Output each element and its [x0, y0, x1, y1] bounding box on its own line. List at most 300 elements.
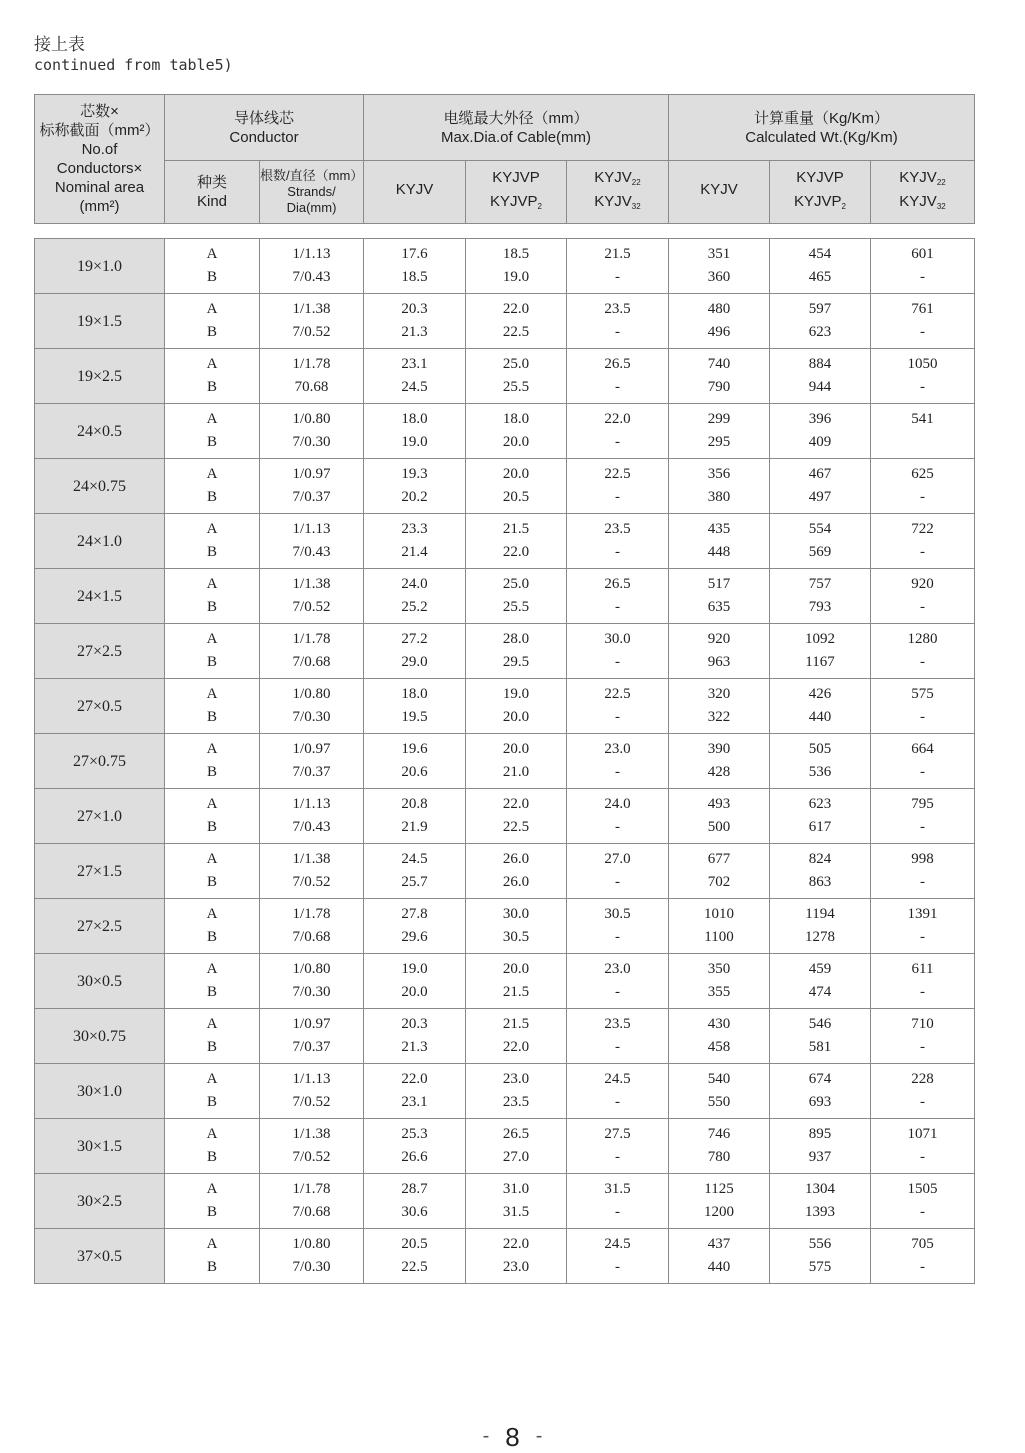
- strands-dia-cell: [260, 239, 364, 294]
- dia-kyjv22-value: -: [615, 984, 620, 1000]
- strands-dia-value: 1/0.80: [292, 411, 331, 427]
- dia-kyjvp-value: 19.0: [502, 269, 530, 285]
- kind-cell: [165, 239, 260, 294]
- header-dia-kyjv22: $KYJV_{22}$ $KYJV_{32}$: [567, 161, 669, 224]
- kind-value: B: [206, 709, 217, 725]
- wt-kyjv22-cell: [871, 844, 975, 899]
- strands-dia-cell: [260, 459, 364, 514]
- wt-kyjv-value: 355: [707, 984, 731, 1000]
- wt-kyjv22-value: 601: [911, 246, 934, 262]
- dia-kyjv-cell: [364, 679, 466, 734]
- dia-kyjv22-value: 26.5: [604, 356, 631, 372]
- wt-kyjv22-cell: [871, 459, 975, 514]
- dia-kyjv-value: 21.9: [401, 819, 428, 835]
- kind-cell: [165, 1064, 260, 1119]
- table-row: [35, 459, 975, 514]
- strands-dia-value: 7/0.68: [292, 929, 331, 945]
- dia-kyjv22-value: 23.5: [604, 521, 631, 537]
- dia-kyjv22-cell: [567, 1229, 669, 1284]
- wt-kyjv22-value: 920: [911, 576, 934, 592]
- wt-kyjv-cell: [669, 349, 770, 404]
- wt-kyjv-cell: [669, 459, 770, 514]
- strands-dia-value: 7/0.43: [292, 269, 331, 285]
- wt-kyjv22-cell: [871, 514, 975, 569]
- strands-dia-cell: [260, 569, 364, 624]
- wt-kyjv-value: 1100: [704, 929, 734, 945]
- wt-kyjv22-value: -: [920, 489, 925, 505]
- strands-dia-value: 1/1.78: [292, 356, 331, 372]
- strands-dia-cell: [260, 1229, 364, 1284]
- wt-kyjvp-value: 546: [808, 1016, 832, 1032]
- dia-kyjvp-value: 25.0: [502, 576, 530, 592]
- dia-kyjvp-value: 23.0: [502, 1259, 530, 1275]
- wt-kyjv-value: 635: [707, 599, 731, 615]
- heading-chinese: 接上表: [34, 35, 85, 55]
- dia-kyjv-value: 18.0: [401, 411, 428, 427]
- kind-value: B: [206, 434, 217, 450]
- dia-kyjv22-cell: [567, 459, 669, 514]
- dia-kyjv-value: 23.3: [401, 521, 428, 537]
- dia-kyjv22-cell: [567, 1119, 669, 1174]
- wt-kyjv-value: 448: [707, 544, 731, 560]
- dia-kyjv22-value: 23.5: [604, 1016, 631, 1032]
- kind-cell: [165, 679, 260, 734]
- wt-kyjv22-value: 1391: [907, 906, 938, 922]
- wt-kyjv22-value: [871, 431, 974, 454]
- strands-dia-cell: [260, 514, 364, 569]
- wt-kyjv22-value: -: [920, 1149, 925, 1165]
- wt-kyjv-cell: [669, 1064, 770, 1119]
- dia-kyjv-value: 19.3: [401, 466, 428, 482]
- strands-dia-cell: [260, 954, 364, 1009]
- wt-kyjv22-value: -: [920, 1094, 925, 1110]
- table-row: [35, 569, 975, 624]
- conductor-spec-label: 30×1.0: [35, 1064, 165, 1119]
- wt-kyjvp-value: 536: [808, 764, 832, 780]
- dia-kyjv22-cell: [567, 349, 669, 404]
- kind-value: A: [206, 1071, 218, 1087]
- kind-value: A: [206, 521, 218, 537]
- strands-dia-cell: [260, 1174, 364, 1229]
- table-row: [35, 789, 975, 844]
- strands-dia-cell: [260, 294, 364, 349]
- wt-kyjvp-value: 944: [808, 379, 832, 395]
- dia-kyjvp-cell: [466, 294, 567, 349]
- wt-kyjv-cell: [669, 1229, 770, 1284]
- dia-kyjvp-cell: [466, 1174, 567, 1229]
- dia-kyjvp-value: 22.0: [502, 301, 530, 317]
- dia-kyjv-value: 21.4: [401, 544, 428, 560]
- wt-kyjvp-cell: [770, 404, 871, 459]
- wt-kyjv22-value: -: [920, 654, 925, 670]
- strands-dia-cell: [260, 1009, 364, 1064]
- wt-kyjvp-value: 1393: [805, 1204, 835, 1220]
- wt-kyjv22-value: 1050: [907, 356, 938, 372]
- wt-kyjv22-cell: [871, 734, 975, 789]
- header-wt-kyjvp: KYJVP $KYJVP_2$: [770, 161, 871, 224]
- dia-kyjvp-value: 26.5: [502, 1126, 530, 1142]
- wt-kyjv22-value: 228: [911, 1071, 934, 1087]
- kind-cell: [165, 624, 260, 679]
- dia-kyjvp-cell: [466, 239, 567, 294]
- dia-kyjvp-value: 30.5: [502, 929, 530, 945]
- kind-cell: [165, 404, 260, 459]
- strands-dia-value: 7/0.52: [292, 874, 331, 890]
- kind-cell: [165, 1119, 260, 1174]
- strands-dia-value: 1/0.97: [292, 1016, 331, 1032]
- wt-kyjv-value: 458: [707, 1039, 731, 1055]
- dia-kyjv-value: 23.1: [401, 356, 428, 372]
- wt-kyjvp-value: 465: [808, 269, 832, 285]
- wt-kyjv-value: 790: [707, 379, 731, 395]
- strands-dia-value: 7/0.30: [292, 984, 331, 1000]
- wt-kyjv-cell: [669, 734, 770, 789]
- strands-dia-cell: [260, 349, 364, 404]
- wt-kyjv22-cell: [871, 1174, 975, 1229]
- kind-cell: [165, 1174, 260, 1229]
- wt-kyjvp-value: 569: [808, 544, 832, 560]
- header-wt-kyjv: KYJV: [669, 161, 770, 224]
- strands-dia-cell: [260, 734, 364, 789]
- kind-value: A: [206, 1181, 218, 1197]
- dia-kyjvp-value: 23.0: [502, 1071, 530, 1087]
- wt-kyjv-value: 702: [707, 874, 731, 890]
- dia-kyjv22-value: 23.5: [604, 301, 631, 317]
- kind-cell: [165, 514, 260, 569]
- wt-kyjvp-value: 617: [808, 819, 832, 835]
- wt-kyjv-value: 351: [707, 246, 731, 262]
- wt-kyjv-value: 500: [707, 819, 731, 835]
- wt-kyjv22-value: 575: [911, 686, 934, 702]
- dia-kyjv-value: 26.6: [401, 1149, 428, 1165]
- table-row: [35, 404, 975, 459]
- header-wt-kyjv22: $KYJV_{22}$ $KYJV_{32}$: [871, 161, 975, 224]
- wt-kyjvp-value: 505: [808, 741, 832, 757]
- wt-kyjv22-value: -: [920, 874, 925, 890]
- wt-kyjv22-cell: [871, 404, 975, 459]
- wt-kyjv22-value: 722: [911, 521, 934, 537]
- wt-kyjv-value: 390: [707, 741, 731, 757]
- wt-kyjv-value: 350: [707, 961, 731, 977]
- wt-kyjvp-value: 937: [808, 1149, 832, 1165]
- header-calculated-weight: 计算重量（Kg/Km） Calculated Wt.(Kg/Km): [669, 95, 975, 161]
- dia-kyjv-value: 21.3: [401, 1039, 428, 1055]
- strands-dia-value: 1/0.97: [292, 466, 331, 482]
- kind-value: B: [206, 379, 217, 395]
- table-row: [35, 844, 975, 899]
- dia-kyjv-value: 18.5: [401, 269, 428, 285]
- strands-dia-value: 1/1.78: [292, 631, 331, 647]
- dia-kyjv22-value: -: [615, 1204, 620, 1220]
- dia-kyjvp-cell: [466, 1119, 567, 1174]
- dia-kyjvp-value: 20.0: [502, 434, 530, 450]
- wt-kyjvp-cell: [770, 1064, 871, 1119]
- wt-kyjv22-value: -: [920, 764, 925, 780]
- strands-dia-value: 1/0.80: [292, 1236, 331, 1252]
- wt-kyjv22-value: -: [920, 1039, 925, 1055]
- strands-dia-cell: [260, 624, 364, 679]
- wt-kyjv22-value: 761: [911, 301, 934, 317]
- wt-kyjv-value: 963: [707, 654, 731, 670]
- kind-value: A: [206, 961, 218, 977]
- wt-kyjv22-value: 795: [911, 796, 934, 812]
- dia-kyjv22-value: -: [615, 599, 620, 615]
- strands-dia-value: 1/0.80: [292, 961, 331, 977]
- conductor-spec-label: 19×2.5: [35, 349, 165, 404]
- wt-kyjvp-cell: [770, 734, 871, 789]
- wt-kyjv22-cell: [871, 899, 975, 954]
- dia-kyjvp-value: 19.0: [502, 686, 530, 702]
- strands-dia-cell: [260, 1064, 364, 1119]
- dia-kyjv-value: 20.2: [401, 489, 428, 505]
- table-row: [35, 239, 975, 294]
- kind-cell: [165, 734, 260, 789]
- table-row: [35, 734, 975, 789]
- wt-kyjvp-cell: [770, 624, 871, 679]
- dia-kyjvp-value: 31.0: [502, 1181, 530, 1197]
- dia-kyjv-cell: [364, 404, 466, 459]
- dia-kyjvp-value: 30.0: [502, 906, 530, 922]
- dia-kyjv-value: 28.7: [401, 1181, 428, 1197]
- table-row: [35, 1119, 975, 1174]
- dia-kyjv22-value: -: [615, 929, 620, 945]
- wt-kyjv-cell: [669, 899, 770, 954]
- wt-kyjvp-cell: [770, 569, 871, 624]
- table-row: [35, 1064, 975, 1119]
- table-row: [35, 1229, 975, 1284]
- wt-kyjvp-value: 597: [808, 301, 832, 317]
- dia-kyjv22-value: 30.5: [604, 906, 631, 922]
- strands-dia-value: 70.68: [294, 379, 329, 395]
- wt-kyjv22-value: 611: [911, 961, 934, 977]
- dia-kyjv22-cell: [567, 679, 669, 734]
- wt-kyjvp-value: 1278: [805, 929, 835, 945]
- wt-kyjv22-value: 664: [911, 741, 934, 757]
- dia-kyjvp-cell: [466, 844, 567, 899]
- wt-kyjv22-value: -: [920, 1204, 925, 1220]
- strands-dia-value: 7/0.68: [292, 654, 331, 670]
- dia-kyjv-value: 30.6: [401, 1204, 428, 1220]
- conductor-spec-label: 30×0.5: [35, 954, 165, 1009]
- strands-dia-value: 1/0.80: [292, 686, 331, 702]
- dia-kyjv22-value: 31.5: [604, 1181, 631, 1197]
- kind-value: B: [206, 544, 217, 560]
- wt-kyjv-cell: [669, 624, 770, 679]
- dia-kyjv-value: 17.6: [401, 246, 428, 262]
- dia-kyjv22-value: -: [615, 269, 620, 285]
- dia-kyjv-value: 25.3: [401, 1126, 428, 1142]
- header-strands-dia: 根数/直径（mm） Strands/ Dia(mm): [260, 161, 364, 224]
- kind-value: B: [206, 764, 217, 780]
- dia-kyjvp-value: 22.5: [502, 819, 530, 835]
- wt-kyjv-value: 435: [707, 521, 731, 537]
- wt-kyjv-cell: [669, 844, 770, 899]
- strands-dia-value: 7/0.52: [292, 599, 331, 615]
- wt-kyjvp-cell: [770, 294, 871, 349]
- wt-kyjvp-value: 674: [808, 1071, 832, 1087]
- wt-kyjv22-value: 710: [911, 1016, 934, 1032]
- dia-kyjv-cell: [364, 844, 466, 899]
- wt-kyjvp-value: 863: [808, 874, 832, 890]
- dia-kyjvp-value: 18.5: [502, 246, 530, 262]
- dia-kyjvp-value: 20.0: [502, 741, 530, 757]
- dia-kyjv-value: 19.5: [401, 709, 428, 725]
- dia-kyjv22-cell: [567, 514, 669, 569]
- dia-kyjvp-cell: [466, 954, 567, 1009]
- wt-kyjv22-cell: [871, 1064, 975, 1119]
- dia-kyjv-value: 27.8: [401, 906, 428, 922]
- wt-kyjv-cell: [669, 1119, 770, 1174]
- dia-kyjv22-cell: [567, 569, 669, 624]
- wt-kyjv22-value: -: [920, 819, 925, 835]
- strands-dia-value: 1/1.13: [292, 796, 331, 812]
- dia-kyjv22-value: -: [615, 764, 620, 780]
- dia-kyjv22-cell: [567, 899, 669, 954]
- dia-kyjvp-value: 25.5: [502, 379, 530, 395]
- kind-cell: [165, 294, 260, 349]
- wt-kyjv22-cell: [871, 569, 975, 624]
- dia-kyjvp-value: 22.5: [502, 324, 530, 340]
- header-dia-kyjv: KYJV: [364, 161, 466, 224]
- dia-kyjv-value: 20.0: [401, 984, 428, 1000]
- wt-kyjv-cell: [669, 1009, 770, 1064]
- wt-kyjv-value: 1200: [704, 1204, 734, 1220]
- wt-kyjv-value: 437: [707, 1236, 731, 1252]
- wt-kyjv-value: 428: [707, 764, 731, 780]
- conductor-spec-label: 30×2.5: [35, 1174, 165, 1229]
- wt-kyjvp-value: 554: [808, 521, 832, 537]
- dia-kyjv22-value: -: [615, 544, 620, 560]
- kind-cell: [165, 789, 260, 844]
- wt-kyjv-cell: [669, 1174, 770, 1229]
- wt-kyjv-cell: [669, 239, 770, 294]
- dia-kyjv22-cell: [567, 404, 669, 459]
- wt-kyjvp-cell: [770, 1119, 871, 1174]
- dia-kyjv-value: 29.0: [401, 654, 428, 670]
- dia-kyjvp-value: 18.0: [502, 411, 530, 427]
- conductor-spec-label: 27×1.0: [35, 789, 165, 844]
- dia-kyjv-cell: [364, 459, 466, 514]
- wt-kyjvp-value: 693: [808, 1094, 832, 1110]
- dia-kyjvp-value: 26.0: [502, 874, 530, 890]
- heading-english: continued from table5): [34, 56, 233, 74]
- wt-kyjvp-value: 1092: [805, 631, 835, 647]
- wt-kyjv22-value: 1505: [907, 1181, 938, 1197]
- strands-dia-value: 1/1.38: [292, 301, 331, 317]
- wt-kyjv-cell: [669, 569, 770, 624]
- strands-dia-value: 7/0.43: [292, 544, 331, 560]
- dia-kyjv-cell: [364, 349, 466, 404]
- wt-kyjvp-cell: [770, 459, 871, 514]
- dia-kyjv22-cell: [567, 1174, 669, 1229]
- wt-kyjvp-value: 1304: [805, 1181, 835, 1197]
- wt-kyjvp-value: 581: [808, 1039, 832, 1055]
- dia-kyjv-value: 25.7: [401, 874, 428, 890]
- strands-dia-value: 7/0.30: [292, 709, 331, 725]
- dia-kyjv-cell: [364, 1009, 466, 1064]
- header-conductor: 导体线芯 Conductor: [165, 95, 364, 161]
- wt-kyjvp-value: 1194: [805, 906, 835, 922]
- dia-kyjv-value: 20.8: [401, 796, 428, 812]
- wt-kyjvp-value: 440: [808, 709, 832, 725]
- dia-kyjv22-cell: [567, 1009, 669, 1064]
- wt-kyjvp-cell: [770, 239, 871, 294]
- kind-value: A: [206, 1016, 218, 1032]
- dia-kyjvp-value: 22.0: [502, 1236, 530, 1252]
- conductor-spec-label: 27×2.5: [35, 899, 165, 954]
- wt-kyjv-value: 322: [707, 709, 731, 725]
- dia-kyjv22-cell: [567, 294, 669, 349]
- dia-kyjvp-value: 25.0: [502, 356, 530, 372]
- dia-kyjv-cell: [364, 1229, 466, 1284]
- strands-dia-value: 7/0.52: [292, 324, 331, 340]
- table-row: [35, 349, 975, 404]
- wt-kyjvp-value: 474: [808, 984, 832, 1000]
- conductor-spec-label: 24×0.75: [35, 459, 165, 514]
- dia-kyjv-value: 24.5: [401, 379, 428, 395]
- dia-kyjv-cell: [364, 239, 466, 294]
- kind-value: A: [206, 851, 218, 867]
- wt-kyjv22-cell: [871, 1229, 975, 1284]
- wt-kyjv-cell: [669, 294, 770, 349]
- wt-kyjv22-value: -: [920, 379, 925, 395]
- wt-kyjvp-cell: [770, 1229, 871, 1284]
- dia-kyjv22-cell: [567, 844, 669, 899]
- wt-kyjv-value: 780: [707, 1149, 731, 1165]
- wt-kyjvp-cell: [770, 899, 871, 954]
- strands-dia-value: 7/0.30: [292, 1259, 331, 1275]
- dia-kyjvp-cell: [466, 569, 567, 624]
- wt-kyjv-value: 550: [707, 1094, 731, 1110]
- dia-kyjv22-value: 23.0: [604, 741, 631, 757]
- kind-value: B: [206, 984, 217, 1000]
- page-dash-right: -: [535, 1425, 543, 1447]
- kind-cell: [165, 349, 260, 404]
- wt-kyjv-value: 295: [707, 434, 731, 450]
- wt-kyjvp-value: 793: [808, 599, 832, 615]
- dia-kyjvp-value: 28.0: [502, 631, 530, 647]
- wt-kyjv-value: 496: [707, 324, 731, 340]
- dia-kyjvp-value: 21.5: [502, 521, 530, 537]
- dia-kyjvp-value: 20.0: [502, 466, 530, 482]
- wt-kyjvp-cell: [770, 1174, 871, 1229]
- wt-kyjv22-value: 1071: [907, 1126, 938, 1142]
- dia-kyjvp-value: 25.5: [502, 599, 530, 615]
- kind-value: A: [206, 631, 218, 647]
- wt-kyjv22-value: -: [920, 984, 925, 1000]
- wt-kyjvp-cell: [770, 844, 871, 899]
- kind-value: B: [206, 1204, 217, 1220]
- kind-value: A: [206, 741, 218, 757]
- dia-kyjv-cell: [364, 734, 466, 789]
- kind-value: A: [206, 796, 218, 812]
- kind-value: B: [206, 1039, 217, 1055]
- strands-dia-value: 1/1.13: [292, 521, 331, 537]
- dia-kyjv22-value: -: [615, 1149, 620, 1165]
- strands-dia-value: 1/1.38: [292, 1126, 331, 1142]
- kind-value: A: [206, 906, 218, 922]
- wt-kyjvp-value: 623: [808, 324, 832, 340]
- dia-kyjv-cell: [364, 514, 466, 569]
- dia-kyjvp-cell: [466, 349, 567, 404]
- dia-kyjv22-value: 24.5: [604, 1236, 631, 1252]
- wt-kyjvp-value: 895: [808, 1126, 832, 1142]
- kind-value: B: [206, 819, 217, 835]
- dia-kyjv-cell: [364, 294, 466, 349]
- dia-kyjv22-value: 30.0: [604, 631, 631, 647]
- dia-kyjvp-cell: [466, 679, 567, 734]
- kind-value: A: [206, 466, 218, 482]
